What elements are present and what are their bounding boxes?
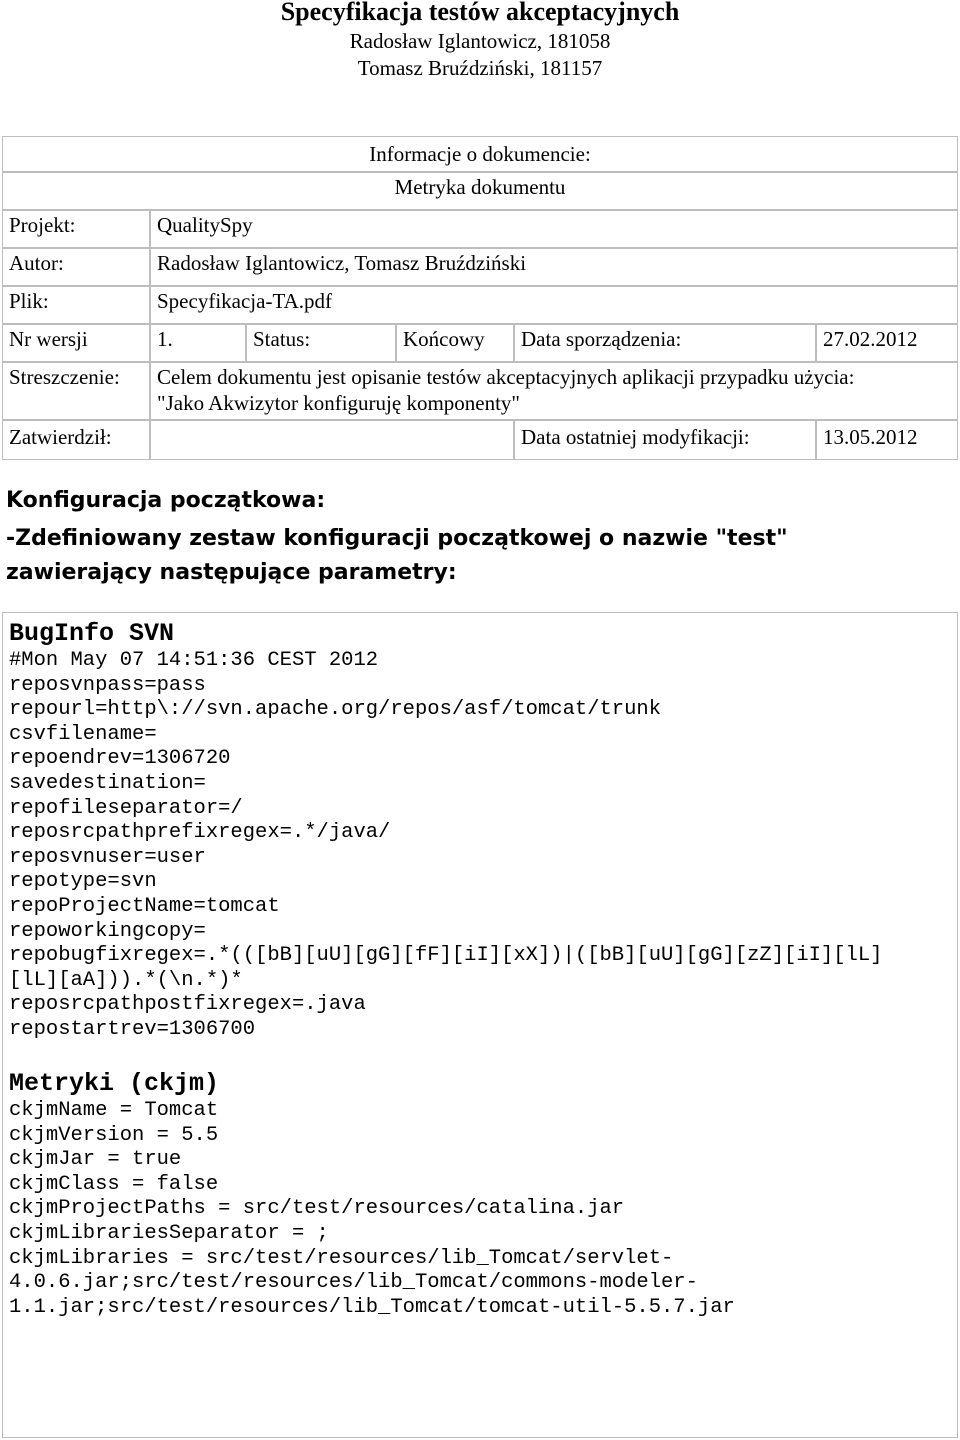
section-line-2: zawierający następujące parametry: (6, 560, 457, 585)
status-value: Końcowy (396, 324, 514, 362)
metrics-line: ckjmLibrariesSeparator = ; (9, 1222, 329, 1245)
status-label: Status: (246, 324, 396, 362)
author-line-2: Tomasz Bruździński, 181157 (357, 56, 603, 80)
metrics-line: ckjmProjectPaths = src/test/resources/catalina.jar (9, 1197, 625, 1221)
config-line: repoendrev=1306720 (9, 747, 231, 771)
config-box (2, 612, 958, 1438)
modified-label: Data ostatniej modyfikacji: (514, 420, 816, 460)
summary-line-1: Celem dokumentu jest opisanie testów akceptacyjnych aplikacji przypadku użycia: (157, 365, 855, 389)
version-label: Nr wersji (2, 324, 150, 362)
config-line: #Mon May 07 14:51:36 CEST 2012 (9, 649, 379, 672)
config-line: repoworkingcopy= (9, 919, 206, 943)
config-line: repourl=http\://svn.apache.org/repos/asf/tomcat/trunk (9, 698, 662, 722)
summary-label: Streszczenie: (2, 362, 150, 420)
author-label: Autor: (2, 248, 150, 286)
metrics-line: ckjmVersion = 5.5 (9, 1123, 219, 1147)
table-caption: Informacje o dokumencie: (2, 136, 958, 172)
project-label: Projekt: (2, 210, 150, 248)
metrics-line: ckjmClass = false (9, 1172, 219, 1196)
modified-value: 13.05.2012 (816, 420, 958, 460)
summary-value (150, 362, 958, 420)
metrics-line: ckjmLibraries = src/test/resources/lib_Tomcat/servlet- (9, 1246, 674, 1270)
metrics-line: 1.1.jar;src/test/resources/lib_Tomcat/tomcat-util-5.5.7.jar (9, 1295, 735, 1319)
config-line: csvfilename= (9, 722, 157, 746)
metrics-line: ckjmName = Tomcat (9, 1099, 219, 1122)
document-metadata-table (2, 136, 958, 462)
config-line: reposrcpathprefixregex=.*/java/ (9, 821, 391, 845)
config-line: savedestination= (9, 772, 206, 795)
config-line: reposrcpathpostfixregex=.java (9, 993, 366, 1017)
buginfo-heading: BugInfo SVN (9, 619, 175, 648)
project-value: QualitySpy (150, 210, 958, 248)
section-line-1: -Zdefiniowany zestaw konfiguracji początkowej o nazwie "test" (6, 526, 788, 551)
config-line: reposvnuser=user (9, 845, 206, 869)
config-line: reposvnpass=pass (9, 673, 206, 697)
summary-line-2: "Jako Akwizytor konfiguruję komponenty" (157, 391, 521, 415)
config-line: repotype=svn (9, 870, 157, 894)
config-line: repostartrev=1306700 (9, 1018, 256, 1041)
file-label: Plik: (2, 286, 150, 324)
document-title: Specyfikacja testów akceptacyjnych (280, 0, 680, 26)
table-subcaption: Metryka dokumentu (2, 172, 958, 210)
config-line: repobugfixregex=.*(([bB][uU][gG][fF][iI][xX])|([bB][uU][gG][zZ][iI][lL] (9, 944, 883, 968)
metrics-line: ckjmJar = true (9, 1148, 182, 1172)
config-line: repofileseparator=/ (9, 796, 243, 820)
date-created-value: 27.02.2012 (816, 324, 958, 362)
config-line: [lL][aA])).*(\n.*)* (9, 968, 243, 992)
approved-label: Zatwierdził: (2, 420, 150, 460)
config-line: repoProjectName=tomcat (9, 895, 280, 918)
metrics-heading: Metryki (ckjm) (9, 1069, 220, 1098)
author-value: Radosław Iglantowicz, Tomasz Bruździński (150, 248, 958, 286)
date-created-label: Data sporządzenia: (514, 324, 816, 362)
metrics-line: 4.0.6.jar;src/test/resources/lib_Tomcat/commons-modeler- (9, 1271, 698, 1295)
version-value: 1. (150, 324, 246, 362)
author-line-1: Radosław Iglantowicz, 181058 (349, 29, 611, 53)
file-value: Specyfikacja-TA.pdf (150, 286, 958, 324)
approved-value (150, 420, 514, 460)
section-heading: Konfiguracja początkowa: (6, 488, 326, 513)
